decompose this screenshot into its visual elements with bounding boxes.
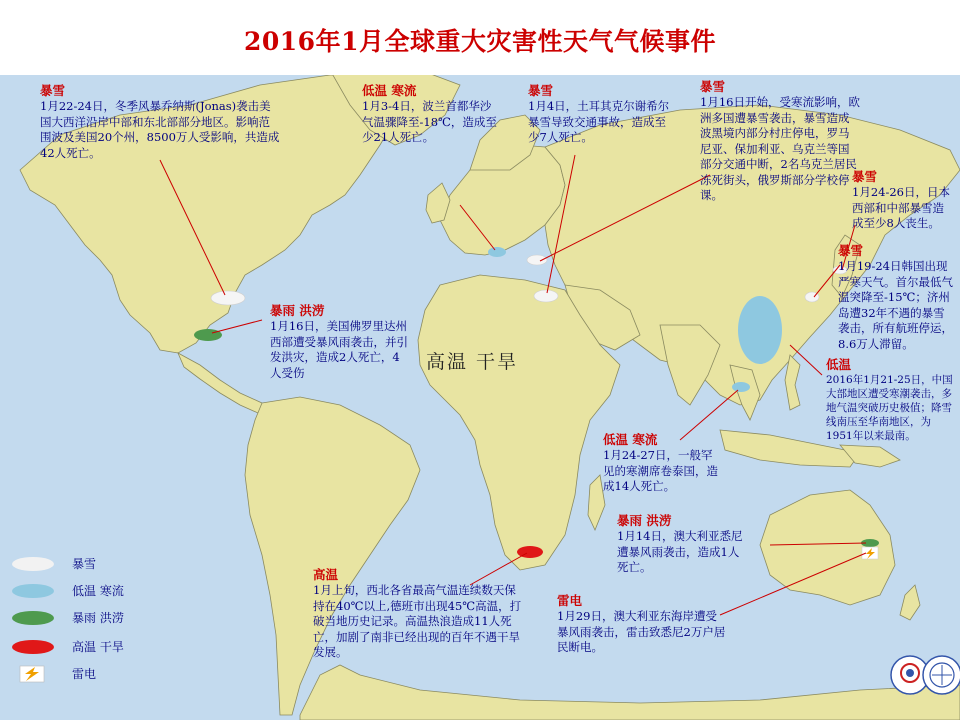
- callout-text: 1月22-24日，冬季风暴乔纳斯(Jonas)袭击美国大西洋沿岸中部和东北部部分地区。影响范围波及美国20个州，8500万人受影响，共造成42人死亡。: [40, 99, 280, 160]
- legend-label: 低温 寒流: [72, 584, 124, 598]
- leader-florida-rain: [212, 320, 262, 333]
- callout-europe-snow: [700, 79, 860, 204]
- snow-marker-us-east: [211, 291, 245, 305]
- cold-marker-thailand: [732, 382, 750, 392]
- cold-marker-china: [738, 296, 782, 364]
- callout-title: 暴雨 洪涝: [270, 303, 325, 318]
- rain-legend-icon: [10, 609, 56, 627]
- legend-label: 高温 干旱: [72, 640, 124, 654]
- new-zealand-landmass: [900, 585, 920, 620]
- legend-item-snow: [10, 553, 160, 577]
- callout-china-cold: [826, 357, 954, 443]
- callout-text: 1月4日，土耳其克尔谢希尔暴雪导致交通事故，造成至少7人死亡。: [528, 99, 670, 144]
- callout-title: 雷电: [557, 593, 583, 608]
- legend-item-rain: [10, 607, 160, 631]
- callout-korea-snow: [838, 243, 954, 352]
- callout-title: 高温: [313, 567, 339, 582]
- callout-us-snow: [40, 83, 280, 161]
- callout-text: 1月14日，澳大利亚悉尼遭暴风雨袭击，造成1人死亡。: [617, 529, 743, 574]
- callout-text: 1月19-24日韩国出现严寒天气。首尔最低气温突降至-15℃；济州岛遭32年不遇的暴雪袭击，所有航班停运，8.6万人滞留。: [838, 259, 953, 351]
- callout-title: 低温: [826, 357, 852, 372]
- callout-turkey-snow: [528, 83, 670, 146]
- legend-label: 雷电: [72, 667, 97, 681]
- callout-title: 暴雨 洪涝: [617, 513, 672, 528]
- callout-japan-snow: [852, 169, 954, 232]
- callout-text: 1月3-4日，波兰首都华沙气温骤降至-18℃，造成至少21人死亡。: [362, 99, 497, 144]
- wmo-logo-icon: [922, 655, 960, 695]
- legend-label: 暴雨 洪涝: [72, 611, 124, 625]
- legend-item-cold: [10, 580, 160, 604]
- rain-marker-florida: [194, 329, 222, 341]
- antarctica-landmass: [300, 665, 960, 720]
- callout-title: 低温 寒流: [362, 83, 417, 98]
- callout-thailand-cold: [603, 432, 721, 495]
- callout-florida-rain: [270, 303, 410, 381]
- region-label-sahara: 高温 干旱: [426, 351, 519, 373]
- callout-text: 1月16日开始，受寒流影响，欧洲多国遭暴雪袭击，暴雪造成波黑境内部分村庄停电，罗马尼亚、保加利亚、乌克兰等国部分交通中断，2名乌克兰居民冻死街头，俄罗斯部分学校停课。: [700, 95, 860, 202]
- page-title: 2016年1月全球重大灾害性天气气候事件: [244, 27, 716, 56]
- callout-text: 1月16日，美国佛罗里达州西部遭受暴风雨袭击，并引发洪灾，造成2人死亡，4人受伤: [270, 319, 408, 380]
- world-map: [0, 75, 960, 720]
- callout-poland-cold: [362, 83, 502, 146]
- callout-title: 暴雪: [852, 169, 878, 184]
- callout-text: 1月上旬，西北各省最高气温连续数天保持在40℃以上,德班市出现45℃高温，打破当地历史记录。高温热浪造成11人死亡，加剧了南非已经出现的百年不遇干旱发展。: [313, 583, 522, 659]
- callout-sydney-lightning: [557, 593, 727, 656]
- south-america-landmass: [245, 397, 420, 715]
- heat-legend-icon: [10, 638, 56, 656]
- callout-text: 1月24-27日，一般罕见的寒潮席卷泰国，造成14人死亡。: [603, 448, 718, 493]
- callout-sydney-rain: [617, 513, 747, 576]
- callout-south-africa-heat: [313, 567, 523, 661]
- snow-marker-turkey: [534, 290, 558, 302]
- callout-title: 暴雪: [700, 79, 726, 94]
- legend-label: 暴雪: [72, 557, 97, 571]
- cold-legend-icon: [10, 582, 56, 600]
- callout-text: 1月24-26日，日本西部和中部暴雪造成至少8人丧生。: [852, 185, 950, 230]
- callout-title: 暴雪: [528, 83, 554, 98]
- callout-title: 暴雪: [838, 243, 864, 258]
- cold-marker-poland: [488, 247, 506, 257]
- snow-marker-europe: [527, 255, 547, 265]
- callout-title: 低温 寒流: [603, 432, 658, 447]
- central-america-landmass: [178, 353, 270, 413]
- callout-text: 2016年1月21-25日，中国大部地区遭受寒潮袭击，多地气温突破历史极值；降雪线南压至华南地区，为1951年以来最南。: [826, 374, 953, 442]
- callout-title: 暴雪: [40, 83, 66, 98]
- callout-text: 1月29日，澳大利亚东海岸遭受暴风雨袭击，雷击致悉尼2万户居民断电。: [557, 609, 726, 654]
- india-landmass: [660, 325, 720, 405]
- lightning-legend-icon: [10, 665, 56, 683]
- lightning-marker-sydney: [862, 547, 878, 559]
- legend-item-heat: [10, 636, 160, 660]
- legend-item-lightning: [10, 663, 160, 687]
- snow-legend-icon: [10, 555, 56, 573]
